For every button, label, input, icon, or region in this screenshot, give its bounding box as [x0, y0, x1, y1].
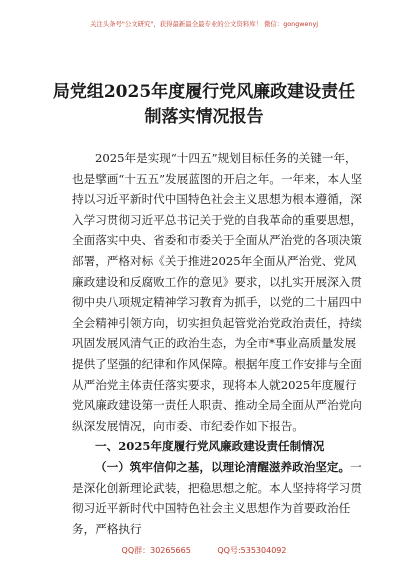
intro-paragraph: 2025年是实现“十四五”规划目标任务的关键一年，也是擘画“十五五”发展蓝图的开启之年。一年来，本人坚持以习近平新时代中国特色社会主义思想为根本遵循，深入学习贯彻习近平总书记关于党的自我革命的重要思想，全面落实中央、省委和市委关于全面从严治党的各项决策部署，严格对标《关于推进2025年全面从严治党、党风廉政建设和反腐败工作的意见》要求，以扎实开展深入贯彻中央八项规定精神学习教育为抓手，以党的二十届四中全会精神引领方向，切实担负起管党治党政治责任，持续巩固发展风清气正的政治生态，为全市*事业高质量发展提供了坚强的纪律和作风保障。根据年度工作安排与全面从严治党主体责任落实要求，现将本人就2025年度履行党风廉政建设第一责任人职责、推动全局全面从严治党向纵深发展情况，向市委、市纪委作如下报告。 — [72, 151, 363, 433]
subsection-heading-1: （一）筑牢信仰之基，以理论清醒滋养政治坚定。 — [95, 459, 351, 474]
title-line-2: 制落实情况报告 — [144, 107, 264, 127]
header-promo-text: 关注头条号"公文研究"，获得最新最全最专业的公文资料库！ 微信：gongwenyj — [89, 20, 319, 28]
footer-qq-group: QQ群：30265665 — [121, 546, 191, 555]
footer-contact — [0, 545, 408, 556]
document-title — [0, 80, 408, 130]
document-body — [72, 148, 364, 539]
title-line-1: 局党组2025年度履行党风廉政建设责任 — [52, 82, 356, 102]
subsection-text-1: 一是深化创新理论武装，把稳思想之舵。本人坚持将学习贯彻习近平新时代中国特色社会主义思想作为首要政治任务，严格执行 — [72, 459, 362, 536]
subsection-paragraph-1 — [72, 457, 364, 539]
footer-qq-number: QQ号:535304092 — [217, 546, 287, 555]
section-heading-1: 一、2025年度履行党风廉政建设责任制情况 — [95, 439, 325, 454]
